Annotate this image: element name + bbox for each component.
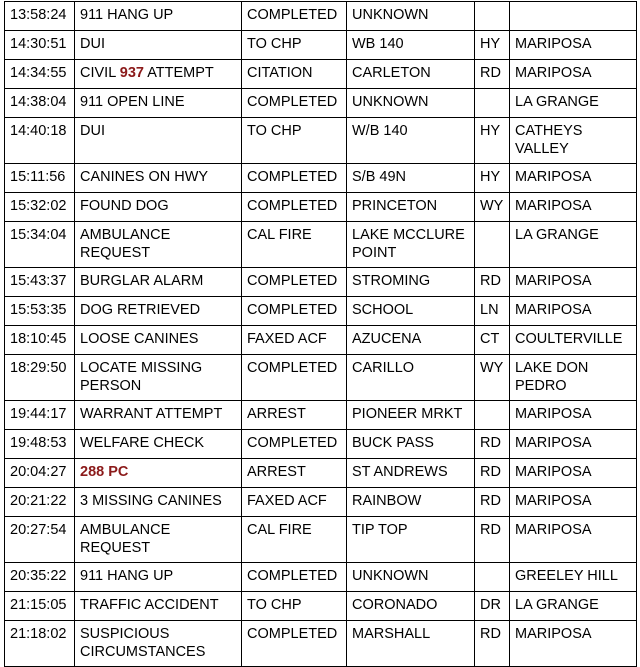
table-row	[5, 592, 637, 621]
location-cell: S/B 49N	[347, 164, 475, 193]
street-suffix-cell: WY	[475, 355, 510, 401]
disposition-cell: TO CHP	[242, 118, 347, 164]
disposition-cell: COMPLETED	[242, 164, 347, 193]
street-suffix-cell: RD	[475, 488, 510, 517]
table-row	[5, 2, 637, 31]
call-type-cell: 911 OPEN LINE	[75, 89, 242, 118]
location-cell: CARLETON	[347, 60, 475, 89]
street-suffix-cell: RD	[475, 517, 510, 563]
city-cell: LA GRANGE	[510, 89, 637, 118]
disposition-cell: ARREST	[242, 401, 347, 430]
call-type-cell: LOOSE CANINES	[75, 326, 242, 355]
street-suffix-cell: HY	[475, 164, 510, 193]
city-cell: MARIPOSA	[510, 297, 637, 326]
call-type-cell	[75, 459, 242, 488]
penal-code-highlight: 937	[119, 65, 144, 81]
street-suffix-cell: RD	[475, 459, 510, 488]
time-cell: 15:11:56	[5, 164, 75, 193]
location-cell: WB 140	[347, 31, 475, 60]
disposition-cell: COMPLETED	[242, 89, 347, 118]
disposition-cell: ARREST	[242, 459, 347, 488]
time-cell: 14:30:51	[5, 31, 75, 60]
street-suffix-cell: RD	[475, 430, 510, 459]
street-suffix-cell	[475, 401, 510, 430]
table-row	[5, 60, 637, 89]
table-row	[5, 268, 637, 297]
city-cell: MARIPOSA	[510, 459, 637, 488]
time-cell: 15:43:37	[5, 268, 75, 297]
city-cell: MARIPOSA	[510, 621, 637, 667]
street-suffix-cell	[475, 89, 510, 118]
city-cell: GREELEY HILL	[510, 563, 637, 592]
location-cell: PIONEER MRKT	[347, 401, 475, 430]
call-type-cell: AMBULANCE REQUEST	[75, 222, 242, 268]
disposition-cell: COMPLETED	[242, 621, 347, 667]
disposition-cell: CITATION	[242, 60, 347, 89]
call-type-cell: TRAFFIC ACCIDENT	[75, 592, 242, 621]
street-suffix-cell: WY	[475, 193, 510, 222]
call-type-cell: DOG RETRIEVED	[75, 297, 242, 326]
call-type-cell: DUI	[75, 118, 242, 164]
table-row	[5, 164, 637, 193]
disposition-cell: CAL FIRE	[242, 517, 347, 563]
location-cell: W/B 140	[347, 118, 475, 164]
disposition-cell: COMPLETED	[242, 355, 347, 401]
table-row	[5, 563, 637, 592]
location-cell: PRINCETON	[347, 193, 475, 222]
time-cell: 14:40:18	[5, 118, 75, 164]
table-row	[5, 297, 637, 326]
time-cell: 20:04:27	[5, 459, 75, 488]
call-type-cell: SUSPICIOUS CIRCUMSTANCES	[75, 621, 242, 667]
city-cell: MARIPOSA	[510, 31, 637, 60]
time-cell: 21:15:05	[5, 592, 75, 621]
call-type-cell: 3 MISSING CANINES	[75, 488, 242, 517]
table-row	[5, 621, 637, 667]
call-type-cell: WELFARE CHECK	[75, 430, 242, 459]
time-cell: 20:27:54	[5, 517, 75, 563]
street-suffix-cell: RD	[475, 268, 510, 297]
street-suffix-cell	[475, 2, 510, 31]
table-row	[5, 326, 637, 355]
table-row	[5, 517, 637, 563]
disposition-cell: COMPLETED	[242, 430, 347, 459]
city-cell: LAKE DON PEDRO	[510, 355, 637, 401]
call-type-cell: WARRANT ATTEMPT	[75, 401, 242, 430]
location-cell: RAINBOW	[347, 488, 475, 517]
street-suffix-cell: RD	[475, 621, 510, 667]
location-cell: LAKE MCCLURE POINT	[347, 222, 475, 268]
time-cell: 20:35:22	[5, 563, 75, 592]
time-cell: 15:53:35	[5, 297, 75, 326]
street-suffix-cell: HY	[475, 118, 510, 164]
disposition-cell: COMPLETED	[242, 2, 347, 31]
time-cell: 14:34:55	[5, 60, 75, 89]
time-cell: 18:29:50	[5, 355, 75, 401]
location-cell: CORONADO	[347, 592, 475, 621]
street-suffix-cell: DR	[475, 592, 510, 621]
table-row	[5, 430, 637, 459]
street-suffix-cell: LN	[475, 297, 510, 326]
location-cell: ST ANDREWS	[347, 459, 475, 488]
city-cell: LA GRANGE	[510, 592, 637, 621]
table-row	[5, 118, 637, 164]
table-row	[5, 193, 637, 222]
disposition-cell: TO CHP	[242, 31, 347, 60]
time-cell: 14:38:04	[5, 89, 75, 118]
disposition-cell: FAXED ACF	[242, 488, 347, 517]
city-cell: MARIPOSA	[510, 488, 637, 517]
location-cell: STROMING	[347, 268, 475, 297]
location-cell: UNKNOWN	[347, 563, 475, 592]
penal-code-highlight: 288 PC	[80, 464, 129, 480]
table-row	[5, 222, 637, 268]
time-cell: 19:48:53	[5, 430, 75, 459]
time-cell: 15:32:02	[5, 193, 75, 222]
call-type-cell: 911 HANG UP	[75, 563, 242, 592]
street-suffix-cell: HY	[475, 31, 510, 60]
disposition-cell: COMPLETED	[242, 563, 347, 592]
call-type-cell: CANINES ON HWY	[75, 164, 242, 193]
call-type-text: ATTEMPT	[143, 65, 214, 81]
table-row	[5, 89, 637, 118]
location-cell: UNKNOWN	[347, 2, 475, 31]
disposition-cell: COMPLETED	[242, 193, 347, 222]
location-cell: CARILLO	[347, 355, 475, 401]
call-type-text: CIVIL	[80, 65, 120, 81]
disposition-cell: COMPLETED	[242, 297, 347, 326]
call-log-table	[4, 1, 637, 667]
disposition-cell: TO CHP	[242, 592, 347, 621]
table-row	[5, 355, 637, 401]
city-cell: MARIPOSA	[510, 517, 637, 563]
call-type-cell	[75, 60, 242, 89]
table-row	[5, 459, 637, 488]
city-cell: LA GRANGE	[510, 222, 637, 268]
city-cell: MARIPOSA	[510, 60, 637, 89]
location-cell: TIP TOP	[347, 517, 475, 563]
call-type-cell: 911 HANG UP	[75, 2, 242, 31]
location-cell: BUCK PASS	[347, 430, 475, 459]
street-suffix-cell	[475, 222, 510, 268]
street-suffix-cell	[475, 563, 510, 592]
call-type-cell: AMBULANCE REQUEST	[75, 517, 242, 563]
time-cell: 19:44:17	[5, 401, 75, 430]
call-type-cell: FOUND DOG	[75, 193, 242, 222]
time-cell: 18:10:45	[5, 326, 75, 355]
table-row	[5, 488, 637, 517]
street-suffix-cell: CT	[475, 326, 510, 355]
call-type-cell: BURGLAR ALARM	[75, 268, 242, 297]
city-cell: MARIPOSA	[510, 268, 637, 297]
city-cell: MARIPOSA	[510, 430, 637, 459]
table-row	[5, 401, 637, 430]
location-cell: AZUCENA	[347, 326, 475, 355]
city-cell: MARIPOSA	[510, 193, 637, 222]
city-cell	[510, 2, 637, 31]
disposition-cell: FAXED ACF	[242, 326, 347, 355]
time-cell: 21:18:02	[5, 621, 75, 667]
city-cell: MARIPOSA	[510, 401, 637, 430]
time-cell: 13:58:24	[5, 2, 75, 31]
call-type-cell: LOCATE MISSING PERSON	[75, 355, 242, 401]
time-cell: 15:34:04	[5, 222, 75, 268]
street-suffix-cell: RD	[475, 60, 510, 89]
disposition-cell: COMPLETED	[242, 268, 347, 297]
location-cell: UNKNOWN	[347, 89, 475, 118]
city-cell: CATHEYS VALLEY	[510, 118, 637, 164]
location-cell: MARSHALL	[347, 621, 475, 667]
disposition-cell: CAL FIRE	[242, 222, 347, 268]
table-row	[5, 31, 637, 60]
city-cell: COULTERVILLE	[510, 326, 637, 355]
time-cell: 20:21:22	[5, 488, 75, 517]
location-cell: SCHOOL	[347, 297, 475, 326]
city-cell: MARIPOSA	[510, 164, 637, 193]
call-type-cell: DUI	[75, 31, 242, 60]
